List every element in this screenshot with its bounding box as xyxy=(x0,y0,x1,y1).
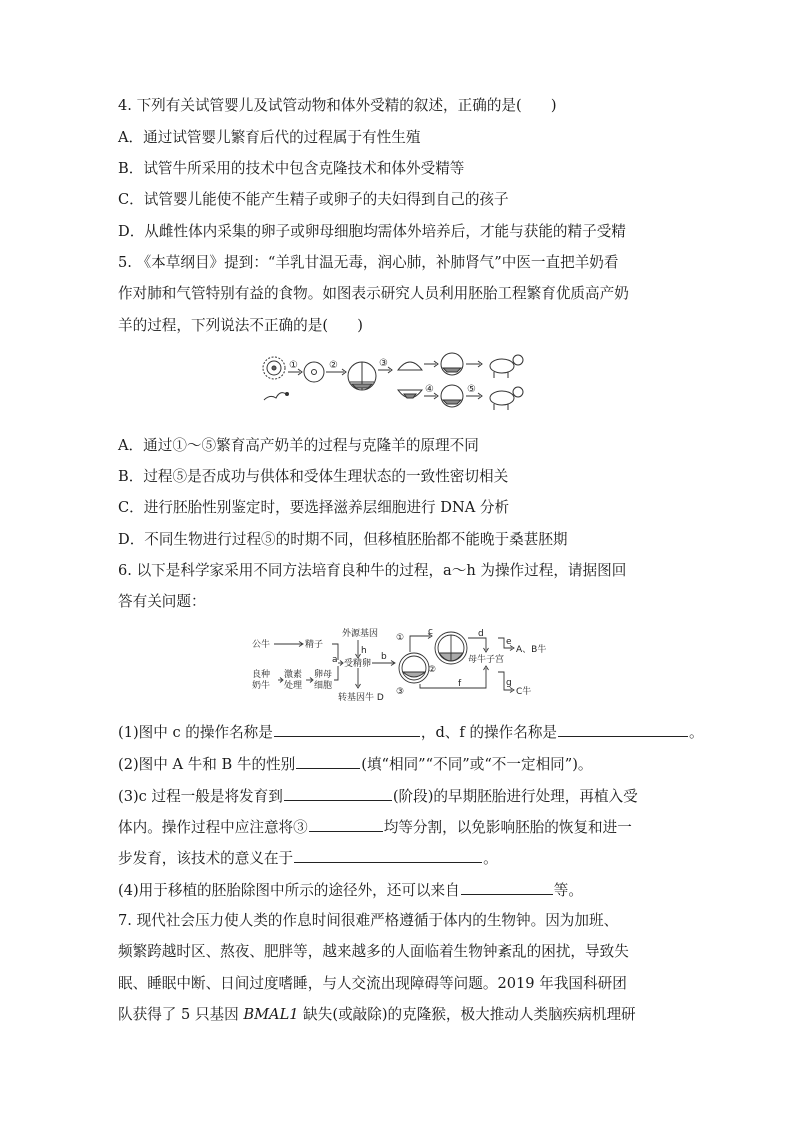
q6-sub4 xyxy=(118,880,583,901)
q6-fig-hormone-2: 处理 xyxy=(284,681,303,691)
q6-sub4-blank[interactable] xyxy=(461,880,553,895)
q6-fig-foreign-gene: 外源基因 xyxy=(342,629,379,639)
q6-fig-bull: 公牛 xyxy=(252,640,271,650)
q6-fig-h: h xyxy=(361,646,367,656)
q6-sub3-blank-3[interactable] xyxy=(294,848,482,863)
q5-embryo-figure xyxy=(258,350,534,418)
q6-fig-f: f xyxy=(458,679,462,689)
q6-fig-uterus: 母牛子宫 xyxy=(468,655,505,665)
q7-line-4-pre: 队获得了 5 只基因 xyxy=(118,1006,244,1023)
q6-fig-good-cow-1: 良种 xyxy=(252,670,271,680)
q6-sub3-text-5: 步发育，该技术的意义在于 xyxy=(118,850,294,867)
q5-option-d: D．不同生物进行过程⑤的时期不同，但移植胚胎都不能晚于桑葚胚期 xyxy=(118,531,568,548)
q6-sub1-text-2: ，d、f 的操作名称是 xyxy=(420,724,558,741)
q5-stem-line-1: 5. 《本草纲目》提到：“羊乳甘温无毒，润心肺，补肺肾气”中医一直把羊奶看 xyxy=(118,254,619,271)
q6-sub1 xyxy=(118,722,704,743)
q5-step-1: ① xyxy=(289,360,298,371)
q6-sub1-text-3: 。 xyxy=(689,724,704,741)
q6-fig-c: c xyxy=(428,628,433,637)
q5-step-4: ④ xyxy=(425,384,434,395)
q5-option-c: C．进行胚胎性别鉴定时，要选择滋养层细胞进行 DNA 分析 xyxy=(118,499,510,516)
q6-fig-sperm: 精子 xyxy=(305,640,324,650)
q6-fig-good-cow-2: 奶牛 xyxy=(252,681,271,691)
q6-stem-line-2: 答有关问题： xyxy=(118,593,206,610)
q6-sub3-text-1: (3)c 过程一般是将发育到 xyxy=(118,788,283,805)
q6-fig-hormone-1: 激素 xyxy=(284,670,303,680)
q6-sub3-blank-1[interactable] xyxy=(284,786,392,801)
q6-sub1-blank-2[interactable] xyxy=(558,722,688,737)
q6-sub3-text-4: 均等分割，以免影响胚胎的恢复和进一 xyxy=(383,819,632,836)
q5-step-2: ② xyxy=(329,360,338,371)
q4-option-c: C．试管婴儿能使不能产生精子或卵子的夫妇得到自己的孩子 xyxy=(118,191,509,208)
q6-sub2-text-2: (填“相同”“不同”或“不一定相同”)。 xyxy=(361,756,593,773)
q6-fig-fertilized-egg: 受精卵 xyxy=(344,659,372,669)
q6-sub3-text-6: 。 xyxy=(483,850,498,867)
q5-stem-line-3: 羊的过程，下列说法不正确的是( ) xyxy=(118,317,363,334)
q6-fig-oocyte-1: 卵母 xyxy=(314,670,333,680)
q5-step-3: ③ xyxy=(379,358,388,369)
q6-sub3-line-3 xyxy=(118,848,498,869)
q7-line-1: 7. 现代社会压力使人类的作息时间很难严格遵循于体内的生物钟。因为加班、 xyxy=(118,912,619,929)
q6-fig-b: b xyxy=(381,652,387,662)
q6-fig-e: e xyxy=(506,637,512,647)
q6-sub2-text-1: (2)图中 A 牛和 B 牛的性别 xyxy=(118,756,296,773)
q6-sub1-text-1: (1)图中 c 的操作名称是 xyxy=(118,724,273,741)
q6-fig-num-1: ① xyxy=(396,633,405,643)
q6-fig-transgenic: 转基因牛 D xyxy=(338,693,384,703)
q6-stem-line-1: 6. 以下是科学家采用不同方法培育良种牛的过程，a～h 为操作过程，请据图回 xyxy=(118,562,627,579)
q6-fig-g: g xyxy=(506,678,512,688)
q6-sub4-text-2: 等。 xyxy=(553,882,583,899)
q7-line-4 xyxy=(118,1005,636,1025)
q6-fig-num-3: ③ xyxy=(396,687,405,697)
q6-sub1-blank-1[interactable] xyxy=(274,722,420,737)
q5-stem-line-2: 作对肺和气管特别有益的食物。如图表示研究人员利用胚胎工程繁育优质高产奶 xyxy=(118,285,629,302)
q6-sub4-text-1: (4)用于移植的胚胎除图中所示的途径外，还可以来自 xyxy=(118,882,460,899)
q7-line-4-post: 缺失(或敲除)的克隆猴，极大推动人类脑疾病机理研 xyxy=(298,1006,636,1023)
q4-stem: 4. 下列有关试管婴儿及试管动物和体外受精的叙述，正确的是( ) xyxy=(118,97,557,114)
q5-option-b: B．过程⑤是否成功与供体和受体生理状态的一致性密切相关 xyxy=(118,468,509,485)
q7-gene-name: BMAL1 xyxy=(243,1006,299,1023)
q6-fig-num-2: ② xyxy=(428,665,437,675)
q6-fig-oocyte-2: 细胞 xyxy=(314,681,333,691)
q4-option-a: A．通过试管婴儿繁育后代的过程属于有性生殖 xyxy=(118,129,421,146)
q6-breeding-figure xyxy=(248,628,550,704)
q4-option-b: B．试管牛所采用的技术中包含克隆技术和体外受精等 xyxy=(118,160,465,177)
q6-fig-c-cattle: C牛 xyxy=(516,687,532,697)
q7-line-3: 眠、睡眠中断、日间过度嗜睡，与人交流出现障碍等问题。2019 年我国科研团 xyxy=(118,975,627,992)
q6-sub2-blank[interactable] xyxy=(296,754,360,769)
q5-option-a: A．通过①～⑤繁育高产奶羊的过程与克隆羊的原理不同 xyxy=(118,437,479,454)
q6-sub3-line-2 xyxy=(118,817,632,838)
q4-option-d: D．从雌性体内采集的卵子或卵母细胞均需体外培养后，才能与获能的精子受精 xyxy=(118,223,626,240)
q5-step-5: ⑤ xyxy=(467,384,476,395)
q6-sub3-blank-2[interactable] xyxy=(309,817,383,832)
q6-fig-d: d xyxy=(478,629,484,639)
q6-sub3-line-1 xyxy=(118,786,638,807)
q6-sub3-text-2: (阶段)的早期胚胎进行处理，再植入受 xyxy=(392,788,638,805)
q7-line-2: 频繁跨越时区、熬夜、肥胖等，越来越多的人面临着生物钟紊乱的困扰，导致失 xyxy=(118,943,629,960)
q6-sub2 xyxy=(118,754,593,775)
q6-sub3-text-3: 体内。操作过程中应注意将③ xyxy=(118,819,308,836)
q6-fig-ab-cattle: A、B牛 xyxy=(516,645,547,655)
q6-fig-a: a xyxy=(332,655,338,665)
